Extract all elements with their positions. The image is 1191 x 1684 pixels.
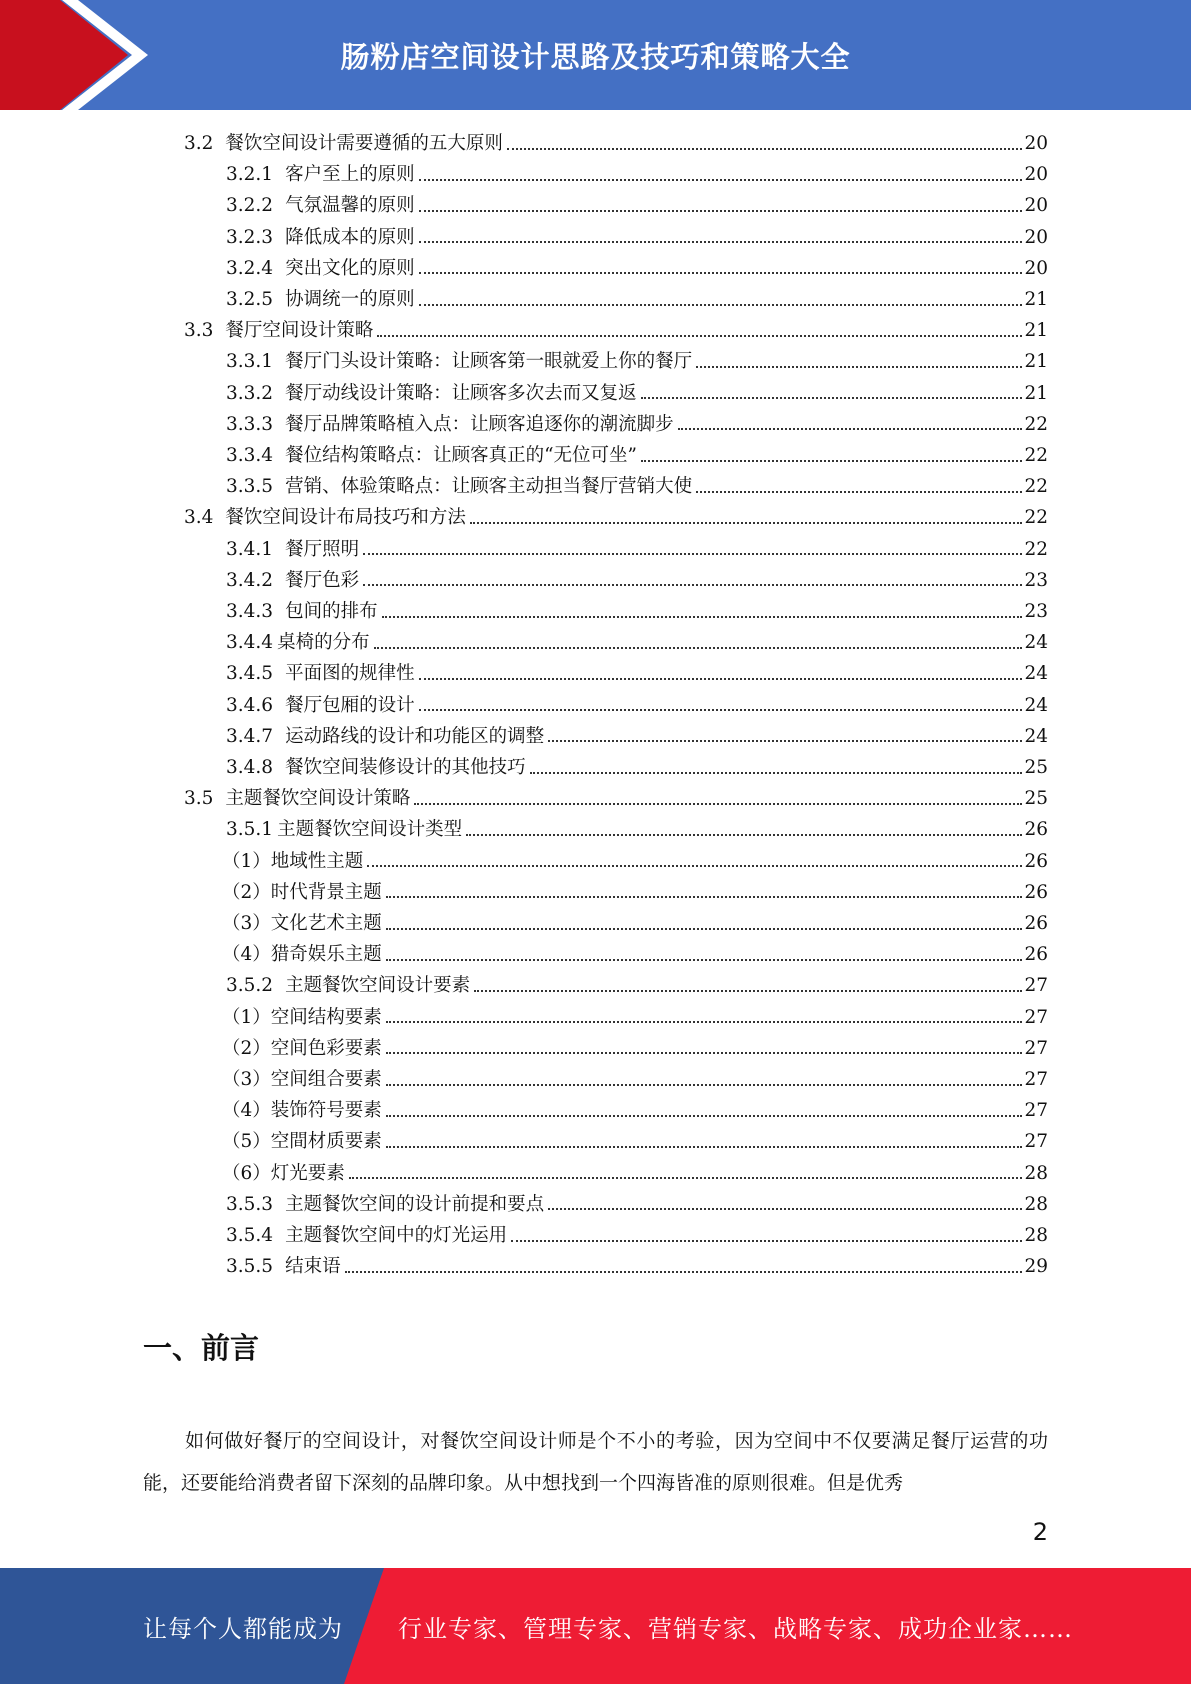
toc-entry-title: 空间结构要素 [270, 1006, 382, 1028]
toc-entry-page: 28 [1024, 1162, 1048, 1184]
toc-dot-leader [419, 241, 1023, 243]
toc-entry-title: 餐饮空间设计布局技巧和方法 [225, 507, 466, 529]
toc-dot-leader [363, 553, 1022, 555]
header-arrow-decoration [0, 0, 160, 110]
toc-entry-page: 20 [1024, 257, 1048, 279]
toc-entry[interactable] [222, 1126, 1048, 1157]
toc-dot-leader [349, 1177, 1023, 1179]
toc-entry-number: （5） [222, 1131, 271, 1153]
toc-entry[interactable] [226, 409, 1048, 440]
toc-entry-page: 25 [1024, 788, 1048, 810]
toc-entry-number: 3.5.2 [226, 975, 274, 997]
toc-entry-page: 21 [1024, 320, 1048, 342]
toc-entry-number: 3.5.1 [226, 819, 274, 841]
toc-dot-leader [466, 834, 1022, 836]
toc-entry-page: 20 [1024, 164, 1048, 186]
toc-dot-leader [678, 428, 1023, 430]
toc-entry-page: 27 [1024, 1006, 1048, 1028]
toc-entry[interactable] [222, 1033, 1048, 1064]
toc-dot-leader [374, 647, 1023, 649]
toc-entry-page: 20 [1024, 133, 1048, 154]
toc-entry[interactable] [222, 939, 1048, 970]
toc-dot-leader [386, 959, 1023, 961]
toc-entry-title: 餐位结构策略点：让顾客真正的“无位可坐” [285, 445, 637, 466]
toc-dot-leader [548, 1208, 1022, 1210]
toc-entry-number: 3.2.3 [226, 226, 274, 248]
toc-entry[interactable] [222, 846, 1048, 877]
toc-entry-number: 3.3.3 [226, 413, 274, 435]
toc-entry-number: 3.5.3 [226, 1193, 274, 1215]
toc-entry[interactable] [226, 1220, 1048, 1251]
toc-entry-page: 24 [1024, 663, 1048, 685]
toc-dot-leader [419, 304, 1023, 306]
toc-entry-number: 3.4.4 [226, 632, 274, 654]
toc-entry[interactable] [226, 346, 1048, 377]
toc-dot-leader [386, 1021, 1023, 1023]
toc-entry-title: 协调统一的原则 [285, 289, 415, 310]
toc-entry-title: 空间色彩要素 [270, 1037, 382, 1059]
toc-entry-title: 主题餐饮空间设计类型 [277, 819, 463, 841]
toc-entry-page: 20 [1024, 226, 1048, 248]
toc-entry[interactable] [226, 690, 1048, 721]
toc-entry[interactable] [226, 627, 1048, 658]
toc-entry-page: 22 [1024, 413, 1048, 435]
toc-entry[interactable] [222, 908, 1048, 939]
toc-entry-page: 27 [1024, 1131, 1048, 1153]
toc-entry-page: 26 [1024, 881, 1048, 903]
toc-entry-page: 22 [1024, 507, 1048, 529]
toc-entry-number: （6） [222, 1162, 271, 1184]
toc-entry-page: 23 [1024, 569, 1048, 591]
toc-entry-page: 29 [1024, 1256, 1048, 1278]
toc-entry-page: 26 [1024, 850, 1048, 872]
toc-entry[interactable] [226, 814, 1048, 845]
footer-slogan-right: 行业专家、管理专家、营销专家、战略专家、成功企业家…… [398, 1614, 1073, 1643]
toc-entry-page: 24 [1024, 725, 1048, 747]
toc-entry-number: 3.4.6 [226, 694, 274, 716]
page-footer [0, 1568, 1191, 1684]
toc-entry-title: 降低成本的原则 [285, 226, 415, 248]
toc-entry[interactable] [226, 253, 1048, 284]
toc-entry-number: 3.4.1 [226, 538, 274, 560]
toc-entry-page: 25 [1024, 757, 1048, 778]
toc-entry-title: 空間材质要素 [270, 1131, 382, 1153]
toc-entry[interactable] [222, 1002, 1048, 1033]
toc-entry-number: 3.4.8 [226, 757, 274, 778]
toc-dot-leader [696, 491, 1022, 493]
header-title: 肠粉店空间设计思路及技巧和策略大全 [340, 39, 851, 74]
toc-dot-leader [386, 1084, 1023, 1086]
toc-dot-leader [474, 990, 1022, 992]
toc-entry-title: 餐饮空间设计需要遵循的五大原则 [225, 133, 503, 154]
toc-entry[interactable] [226, 1251, 1048, 1282]
toc-entry[interactable] [184, 315, 1048, 346]
toc-entry[interactable] [226, 596, 1048, 627]
toc-entry-number: 3.5 [184, 788, 214, 810]
toc-entry-page: 21 [1024, 382, 1048, 404]
toc-entry-page: 24 [1024, 632, 1048, 654]
toc-dot-leader [530, 772, 1023, 774]
toc-entry-title: 结束语 [285, 1256, 341, 1278]
toc-dot-leader [386, 1115, 1023, 1117]
toc-entry-number: 3.2.4 [226, 257, 274, 279]
toc-entry[interactable] [226, 190, 1048, 221]
toc-dot-leader [419, 179, 1023, 181]
toc-entry-title: 主题餐饮空间中的灯光运用 [285, 1225, 508, 1246]
toc-entry-number: 3.4.7 [226, 725, 274, 747]
toc-entry[interactable] [226, 721, 1048, 752]
toc-entry-number: 3.2.5 [226, 289, 274, 310]
toc-entry-number: （2） [222, 1037, 271, 1059]
toc-entry-number: 3.2.1 [226, 164, 274, 186]
toc-entry[interactable] [184, 502, 1048, 533]
toc-entry-number: 3.3 [184, 320, 214, 342]
toc-entry-number: 3.5.5 [226, 1256, 274, 1278]
toc-entry-number: （4） [222, 944, 271, 966]
toc-dot-leader [345, 1271, 1023, 1273]
toc-entry-number: 3.3.1 [226, 351, 274, 373]
toc-entry[interactable] [226, 534, 1048, 565]
toc-dot-leader [470, 522, 1023, 524]
toc-entry-title: 地域性主题 [270, 850, 364, 872]
toc-entry-title: 营销、体验策略点：让顾客主动担当餐厅营销大使 [285, 476, 693, 498]
toc-entry-title: 餐厅照明 [285, 538, 360, 560]
toc-entry-number: 3.3.2 [226, 382, 274, 404]
toc-dot-leader [386, 1146, 1023, 1148]
toc-entry-title: 餐厅色彩 [285, 569, 360, 591]
toc-entry-page: 27 [1024, 1037, 1048, 1059]
toc-dot-leader [377, 335, 1022, 337]
toc-entry-title: 突出文化的原则 [285, 257, 415, 279]
toc-entry-page: 21 [1024, 351, 1048, 373]
toc-entry-page: 27 [1024, 1069, 1048, 1090]
toc-dot-leader [419, 678, 1023, 680]
toc-dot-leader [367, 865, 1022, 867]
toc-entry[interactable] [222, 1064, 1048, 1095]
toc-entry-page: 20 [1024, 195, 1048, 217]
toc-entry-title: 主题餐饮空间的设计前提和要点 [285, 1193, 545, 1215]
toc-entry-title: 主题餐饮空间设计要素 [285, 975, 471, 997]
toc-entry-number: 3.3.5 [226, 476, 274, 498]
toc-entry[interactable] [226, 565, 1048, 596]
toc-entry-number: 3.2.2 [226, 195, 274, 217]
toc-entry-page: 26 [1024, 819, 1048, 841]
toc-entry-title: 餐厅包厢的设计 [285, 694, 415, 716]
toc-dot-leader [363, 584, 1022, 586]
toc-entry[interactable] [226, 970, 1048, 1001]
toc-entry-page: 21 [1024, 289, 1048, 310]
footer-slogan-left: 让每个人都能成为 [143, 1614, 343, 1643]
toc-entry[interactable] [226, 222, 1048, 253]
toc-entry[interactable] [226, 284, 1048, 315]
section-heading: 一、前言 [143, 1331, 260, 1365]
toc-entry-title: 空间组合要素 [270, 1069, 382, 1090]
toc-entry-title: 桌椅的分布 [277, 632, 370, 654]
toc-entry-number: （2） [222, 881, 271, 903]
toc-entry[interactable] [226, 1189, 1048, 1220]
toc-entry-title: 餐厅动线设计策略：让顾客多次去而又复返 [285, 382, 637, 404]
toc-entry-title: 时代背景主题 [270, 881, 382, 903]
toc-dot-leader [548, 740, 1022, 742]
toc-entry-title: 餐厅空间设计策略 [225, 320, 374, 342]
toc-dot-leader [382, 616, 1023, 618]
toc-entry-page: 27 [1024, 1100, 1048, 1122]
toc-entry[interactable] [184, 783, 1048, 814]
toc-entry[interactable] [184, 128, 1048, 159]
toc-entry-page: 24 [1024, 694, 1048, 716]
body-paragraph: 如何做好餐厅的空间设计，对餐饮空间设计师是个不小的考验，因为空间中不仅要满足餐厅运营的功能，还要能给消费者留下深刻的品牌印象。从中想找到一个四海皆准的原则很难。但是优秀 [143, 1430, 1048, 1494]
toc-entry[interactable] [222, 1095, 1048, 1126]
toc-dot-leader [419, 210, 1023, 212]
toc-entry[interactable] [226, 378, 1048, 409]
toc-entry-page: 28 [1024, 1225, 1048, 1246]
toc-dot-leader [419, 272, 1023, 274]
toc-dot-leader [386, 896, 1023, 898]
toc-entry-page: 22 [1024, 476, 1048, 498]
toc-entry-title: 客户至上的原则 [285, 164, 415, 186]
toc-entry[interactable] [222, 1158, 1048, 1189]
toc-entry-title: 餐厅品牌策略植入点：让顾客追逐你的潮流脚步 [285, 413, 674, 435]
toc-dot-leader [511, 1240, 1022, 1242]
toc-entry-page: 23 [1024, 601, 1048, 622]
toc-entry-title: 装饰符号要素 [270, 1100, 382, 1122]
toc-entry-number: 3.5.4 [226, 1225, 274, 1246]
toc-entry-page: 26 [1024, 944, 1048, 966]
toc-dot-leader [641, 460, 1022, 462]
toc-dot-leader [696, 366, 1022, 368]
toc-dot-leader [386, 928, 1023, 930]
toc-entry[interactable] [226, 440, 1048, 471]
toc-dot-leader [419, 709, 1023, 711]
toc-entry-number: （3） [222, 913, 271, 934]
page-header [0, 0, 1191, 110]
toc-entry-title: 猎奇娱乐主题 [270, 944, 382, 966]
toc-entry-page: 22 [1024, 538, 1048, 560]
toc-entry[interactable] [222, 877, 1048, 908]
toc-entry-title: 餐饮空间装修设计的其他技巧 [285, 757, 526, 778]
toc-entry-title: 气氛温馨的原则 [285, 195, 415, 217]
toc-dot-leader [414, 803, 1022, 805]
toc-entry[interactable] [226, 752, 1048, 783]
toc-entry-number: 3.4 [184, 507, 214, 529]
toc-entry-number: 3.4.2 [226, 569, 274, 591]
toc-entry-number: （1） [222, 850, 271, 872]
toc-dot-leader [386, 1052, 1023, 1054]
toc-entry-title: 平面图的规律性 [285, 663, 415, 685]
toc-entry-page: 28 [1024, 1193, 1048, 1215]
toc-dot-leader [641, 397, 1023, 399]
toc-entry[interactable] [226, 658, 1048, 689]
toc-entry-number: （1） [222, 1006, 271, 1028]
toc-entry-page: 27 [1024, 975, 1048, 997]
toc-entry-page: 26 [1024, 913, 1048, 934]
toc-entry-number: （4） [222, 1100, 271, 1122]
toc-entry-number: 3.3.4 [226, 445, 274, 466]
toc-entry-title: 餐厅门头设计策略：让顾客第一眼就爱上你的餐厅 [285, 351, 693, 373]
toc-entry-title: 包间的排布 [285, 601, 378, 622]
toc-entry-title: 灯光要素 [270, 1162, 345, 1184]
toc-entry[interactable] [226, 159, 1048, 190]
toc-entry[interactable] [226, 471, 1048, 502]
page-number: 2 [1032, 1518, 1048, 1546]
toc-entry-number: 3.2 [184, 133, 214, 154]
toc-entry-number: （3） [222, 1069, 271, 1090]
toc-entry-title: 主题餐饮空间设计策略 [225, 788, 411, 810]
toc-entry-number: 3.4.5 [226, 663, 274, 685]
toc-dot-leader [507, 148, 1023, 150]
toc-entry-number: 3.4.3 [226, 601, 274, 622]
toc-entry-title: 文化艺术主题 [270, 913, 382, 934]
toc-entry-page: 22 [1024, 445, 1048, 466]
toc-entry-title: 运动路线的设计和功能区的调整 [285, 725, 545, 747]
